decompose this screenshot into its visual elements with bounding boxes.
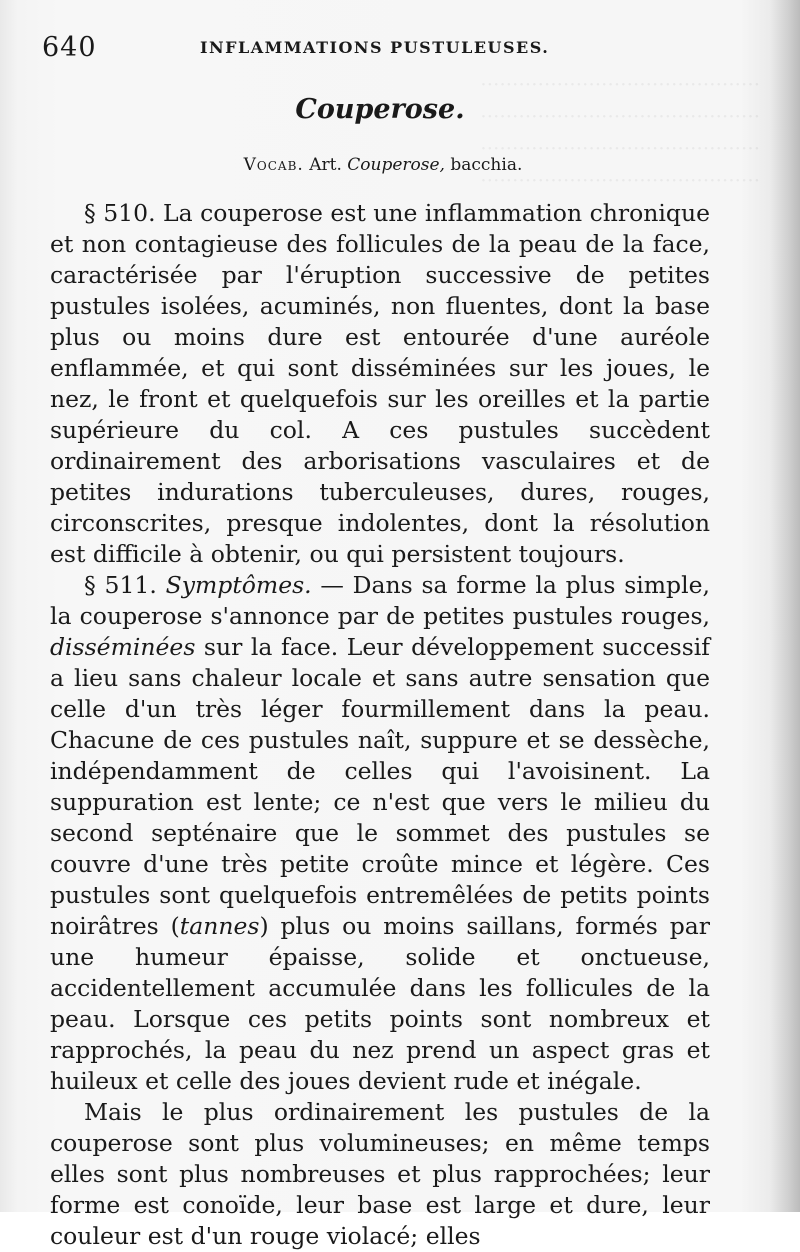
paragraph-511-heading: Symptômes. — [165, 571, 312, 599]
paragraph-511-italic-tannes: tannes — [179, 912, 260, 940]
paragraph-511 — [50, 570, 710, 1097]
paragraph-511-lead: § 511. — [84, 571, 166, 599]
body-text — [50, 198, 710, 1252]
running-title: INFLAMMATIONS PUSTULEUSES. — [200, 38, 550, 57]
vocab-art: Art. — [309, 155, 342, 175]
page-number: 640 — [42, 32, 97, 63]
vocab-label: Vocab. — [243, 155, 304, 175]
running-head — [42, 32, 742, 62]
bleed-through-text: ············································ ············································ ············································ ············································ — [480, 72, 760, 192]
paragraph-510: § 510. La couperose est une inflammation chronique et non contagieuse des follicules de la peau de la face, caractérisée par l'éruption successive de petites pustules isolées, acuminés, non fluentes, dont la base plus ou moins dure est entourée d'une auréole enflammée, et qui sont disséminées sur les joues, le nez, le front et quelquefois sur les oreilles et la partie supérieure du col. A ces pustules succèdent ordinairement des arborisations vasculaires et de petites indurations tuberculeuses, dures, rouges, circonscrites, presque indolentes, dont la résolution est difficile à obtenir, ou qui persistent toujours. — [50, 199, 710, 568]
vocab-line — [0, 155, 766, 175]
vocab-rest: bacchia. — [450, 155, 523, 175]
section-title: Couperose. — [295, 94, 465, 125]
page-edge-shadow — [770, 0, 800, 1212]
paragraph-511-part1: — Dans sa forme la plus simple, la couperose s'annonce par de petites pustules rouges, — [50, 571, 710, 630]
paragraph-511-part3: ) plus ou moins saillans, formés par une humeur épaisse, solide et onctueuse, accidentellement accumulée dans les follicules de la peau. Lorsque ces petits points sont nombreux et rapprochés, la peau du nez prend un aspect gras et huileux et celle des joues devient rude et inégale. — [50, 912, 710, 1095]
paragraph-continuation: Mais le plus ordinairement les pustules de la couperose sont plus volumineuses; en même temps elles sont plus nombreuses et plus rapprochées; leur forme est conoïde, leur base est large et dure, leur couleur est d'un rouge violacé; elles — [50, 1098, 710, 1250]
paragraph-511-part2: sur la face. Leur développement successif a lieu sans chaleur locale et sans autre sensation que celle d'un très léger fourmillement dans la peau. Chacune de ces pustules naît, suppure et se dessèche, indépendamment de celles qui l'avoisinent. La suppuration est lente; ce n'est que vers le milieu du second septénaire que le sommet des pustules se couvre d'une très petite croûte mince et légère. Ces pustules sont quelquefois entremêlées de petits points noirâtres ( — [50, 633, 710, 940]
vocab-term: Couperose, — [347, 155, 445, 175]
paragraph-511-italic-disseminees: disséminées — [50, 633, 196, 661]
